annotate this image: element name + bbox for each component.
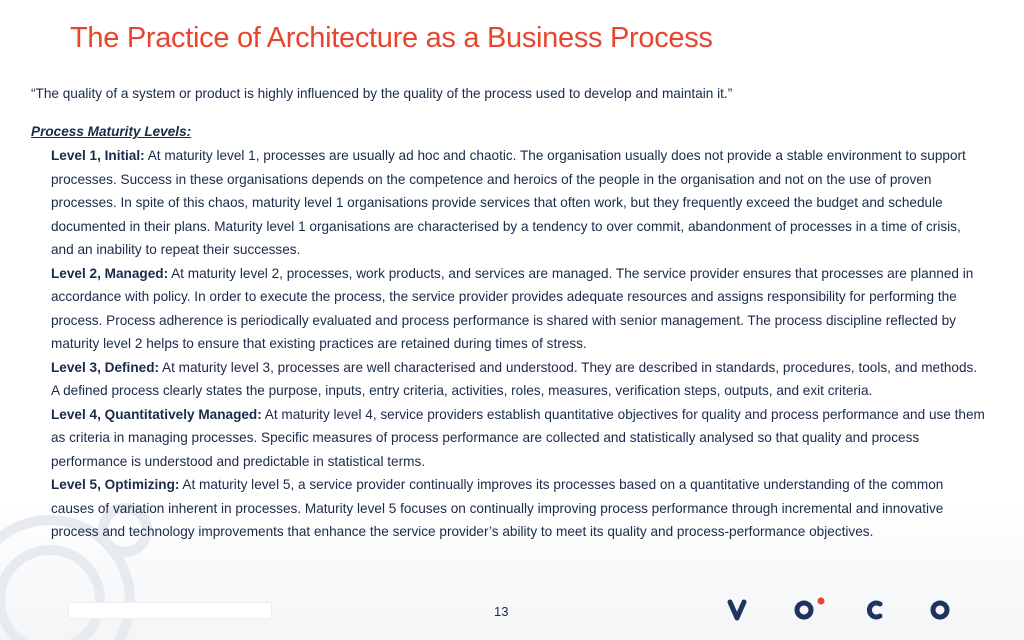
level-description: At maturity level 1, processes are usually ad hoc and chaotic. The organisation usually does not provide a stable environment to support processes. Success in these organisations depends on the competence and heroics of the people in the organisation and not on the use of proven processes. In spite of this chaos, maturity level 1 organisations provide services that often work, but they frequently exceed the budget and schedule documented in their plans. Maturity level 1 organisations are characterised by a tendency to over commit, abandonment of processes in a time of crisis, and an inability to repeat their successes. (51, 148, 966, 257)
level-description: At maturity level 3, processes are well characterised and understood. They are described in standards, procedures, tools, and methods. A defined process clearly states the purpose, inputs, entry criteria, activities, roles, measures, verification steps, outputs, and exit criteria. (51, 359, 978, 398)
maturity-level-3 (51, 356, 986, 403)
page-number: 13 (494, 604, 509, 619)
slide-title: The Practice of Architecture as a Business Process (70, 22, 713, 54)
maturity-level-5 (51, 473, 986, 544)
process-quote: “The quality of a system or product is highly influenced by the quality of the process used to develop and maintain it.” (31, 86, 733, 101)
level-name: Level 4, Quantitatively Managed: (51, 406, 262, 422)
level-description: At maturity level 5, a service provider continually improves its processes based on a quantitative understanding of the common causes of variation inherent in processes. Maturity level 5 focuses on continually improving process performance through incremental and innovative process and technology improvements that enhance the service provider’s ability to meet its quality and process-performance objectives. (51, 477, 944, 539)
maturity-levels-list (51, 144, 986, 544)
level-description: At maturity level 4, service providers establish quantitative objectives for quality and process performance and use them as criteria in managing processes. Specific measures of process performance are collected and statistically analysed so that quality and process performance is understood and predictable in statistical terms. (51, 406, 985, 469)
voco-logo (724, 596, 964, 624)
maturity-level-1 (51, 144, 986, 262)
footer-bar (68, 602, 272, 619)
level-name: Level 5, Optimizing: (51, 477, 180, 492)
level-name: Level 2, Managed: (51, 265, 169, 281)
level-description: At maturity level 2, processes, work products, and services are managed. The service provider ensures that processes are planned in accordance with policy. In order to execute the process, the service provider provides adequate resources and assigns responsibility for performing the process. Process adherence is periodically evaluated and process performance is shared with senior management. The process discipline reflected by maturity level 2 helps to ensure that existing practices are retained during times of stress. (51, 265, 974, 351)
level-name: Level 3, Defined: (51, 359, 160, 375)
level-name: Level 1, Initial: (51, 148, 145, 163)
maturity-levels-heading: Process Maturity Levels: (31, 124, 192, 139)
maturity-level-4 (51, 403, 986, 474)
maturity-level-2 (51, 262, 986, 356)
